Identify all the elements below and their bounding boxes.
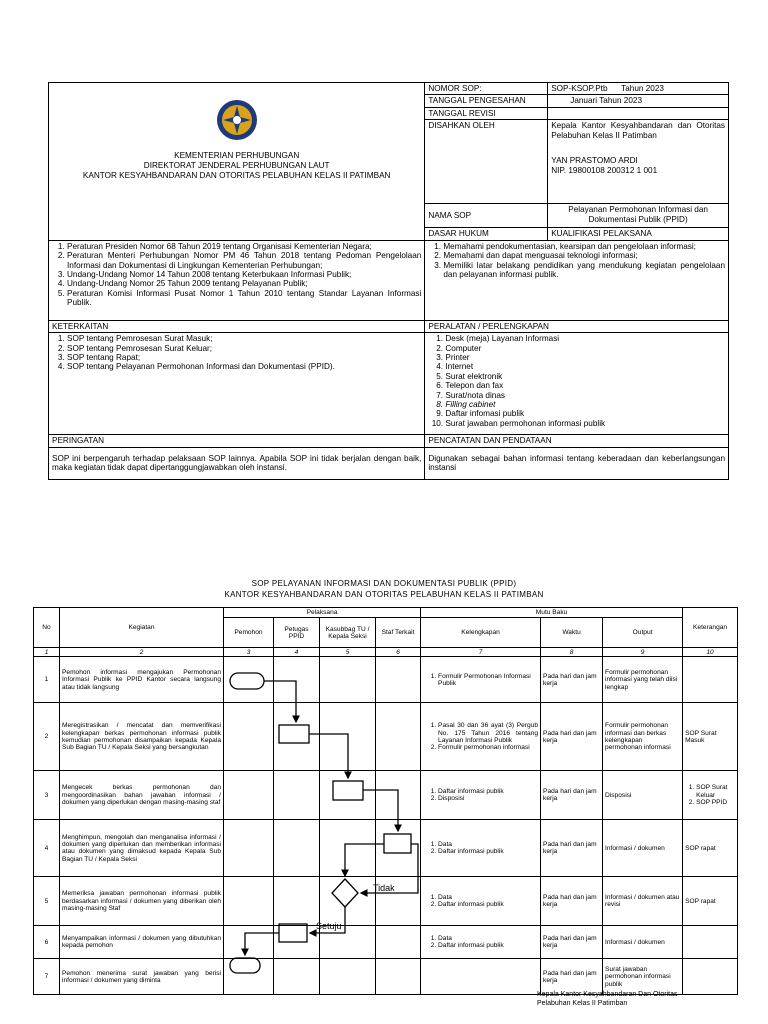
keterkaitan-label: KETERKAITAN: [49, 320, 425, 332]
agency-cell: [49, 83, 425, 241]
list-item: 10. Surat jawaban permohonan informasi publik: [445, 419, 725, 428]
setuju-label: Setuju: [316, 921, 342, 931]
list-item: 9. Daftar infomasi publik: [445, 409, 725, 418]
col-number: 8: [541, 648, 603, 657]
dasar-hukum-label: DASAR HUKUM: [425, 228, 548, 240]
col-number: 10: [683, 648, 738, 657]
sop-identity-table: [48, 82, 729, 480]
peringatan-text: SOP ini berpengaruh terhadap pelaksaan SOP lainnya. Apabila SOP ini tidak berjalan dengan baik, maka kegiatan tidak dapat dipertanggungjawabkan oleh instansi.: [49, 447, 425, 479]
col-number: 3: [224, 648, 274, 657]
revisi-label: TANGGAL REVISI: [425, 107, 548, 119]
col-mutu-baku: Mutu Baku: [421, 608, 683, 618]
list-item: 5. Surat elektronik: [445, 372, 725, 381]
col-output: Output: [603, 618, 683, 648]
col-number: 6: [376, 648, 421, 657]
disahkan-value: Kepala Kantor Kesyahbandaran dan Otoritas Pelabuhan Kelas II Patimban: [551, 121, 725, 140]
list-item: 4. Undang-Undang Nomor 25 Tahun 2009 tentang Pelayanan Publik;: [67, 279, 421, 288]
pengesahan-value: Januari Tahun 2023: [548, 95, 729, 107]
disahkan-label: DISAHKAN OLEH: [425, 120, 548, 204]
list-item: 3. Memiliki latar belakang pendidikan yang mendukung kegiatan pengelolaan dan pelayanan informasi publik.: [443, 261, 725, 280]
list-item: 1. Desk (meja) Layanan Informasi: [445, 334, 725, 343]
list-item: 1. Memahami pendokumentasian, kearsipan dan pengelolaan informasi;: [443, 242, 725, 251]
flow-table: [33, 607, 738, 995]
col-staf: Staf Terkait: [376, 618, 421, 648]
col-kegiatan: Kegiatan: [60, 608, 224, 648]
pencatatan-text: Digunakan sebagai bahan informasi tentang keberadaan dan keberlangsungan instansi: [425, 447, 729, 479]
nomor-label: NOMOR SOP:: [425, 83, 548, 95]
col-number: 9: [603, 648, 683, 657]
list-item: 3. Printer: [445, 353, 725, 362]
table-row: 6 Menyampaikan informasi / dokumen yang dibutuhkan kepada pemohon 1. Data 2. Daftar informasi publik Pada hari dan jam kerja Informasi / dokumen: [34, 926, 738, 959]
col-no: No: [34, 608, 60, 648]
list-item: 3. Undang-Undang Nomor 14 Tahun 2008 tentang Keterbukaan Informasi Publik;: [67, 270, 421, 279]
revisi-value: [548, 107, 729, 119]
list-item: 1. SOP tentang Pemrosesan Surat Masuk;: [67, 334, 421, 343]
list-item: 8. Filling cabinet: [445, 400, 725, 409]
ministry-logo: [214, 97, 260, 143]
dasar-hukum-list: [49, 240, 425, 320]
pengesahan-label: TANGGAL PENGESAHAN: [425, 95, 548, 107]
nama-label: NAMA SOP: [425, 204, 548, 228]
list-item: 4. SOP tentang Pelayanan Permohonan Informasi dan Dokumentasi (PPID).: [67, 362, 421, 371]
list-item: 4. Internet: [445, 362, 725, 371]
col-pelaksana: Pelaksana: [224, 608, 421, 618]
list-item: 3. SOP tentang Rapat;: [67, 353, 421, 362]
list-item: 2. SOP tentang Pemrosesan Surat Keluar;: [67, 344, 421, 353]
agency-line-2: DIREKTORAT JENDERAL PERHUBUNGAN LAUT: [143, 161, 330, 171]
list-item: 6. Telepon dan fax: [445, 381, 725, 390]
footer-line-1: Kepala Kantor Kesyahbandaran Dan Otoritas: [537, 991, 678, 998]
col-kasubbag: Kasubbag TU / Kepala Seksi: [320, 618, 376, 648]
disahkan-cell: [548, 120, 729, 204]
nama-value: Pelayanan Permohonan Informasi dan Dokumentasi Publik (PPID): [548, 204, 729, 228]
flow-title-1: SOP PELAYANAN INFORMASI DAN DOKUMENTASI PUBLIK (PPID): [251, 579, 517, 588]
table-row: 7 Pemohon menerima surat jawaban yang berisi informasi / dokumen yang diminta Pada hari dan jam kerja Surat jawaban permohonan informasi publik: [34, 959, 738, 995]
signature-block: [537, 990, 677, 1008]
col-number: 7: [421, 648, 541, 657]
peralatan-label: PERALATAN / PERLENGKAPAN: [425, 320, 729, 332]
list-item: 2. Memahami dan dapat menguasai teknologi informasi;: [443, 251, 725, 260]
col-number: 1: [34, 648, 60, 657]
table-row: 5 Memeriksa jawaban permohonan informasi publik berdasarkan informasi / dokumen yang diberikan oleh masing-masing Staf 1. Data 2. Daftar informasi publik Pada hari dan jam kerja Informasi / dokumen atau revisi SOP rapat: [34, 877, 738, 926]
agency-line-3: KANTOR KESYAHBANDARAN DAN OTORITAS PELABUHAN KELAS II PATIMBAN: [82, 171, 391, 181]
peralatan-list: [425, 333, 729, 435]
signer-name: YAN PRASTOMO ARDI: [551, 156, 638, 166]
table-row: 4 Menghimpun, mengolah dan menganalisa informasi / dokumen yang diperlukan dan memberikan informasi atau dokumen yang dimaksud kepada Kepala Sub Bagian TU / Kepala Seksi 1. Data 2. Daftar informasi publik Pada hari dan jam kerja Informasi / dokumen SOP rapat: [34, 820, 738, 877]
col-waktu: Waktu: [541, 618, 603, 648]
list-item: 7. Surat/nota dinas: [445, 391, 725, 400]
tidak-label: Tidak: [373, 883, 395, 893]
col-petugas: Petugas PPID: [274, 618, 320, 648]
col-keterangan: Keterangan: [683, 608, 738, 648]
table-row: 1 Pemohon informasi mengajukan Permohonan Informasi Publik ke PPID Kantor secara langsung atau tidak langsung 1. Formulir Permohonan Informasi Publik Pada hari dan jam kerja Formulir permohonan informasi yang telah diisi lengkap: [34, 657, 738, 703]
col-kelengkapan: Kelengkapan: [421, 618, 541, 648]
col-number: 5: [320, 648, 376, 657]
kualifikasi-label: KUALIFIKASI PELAKSANA: [548, 228, 729, 240]
agency-line-1: KEMENTERIAN PERHUBUNGAN: [174, 151, 300, 161]
kualifikasi-list: [425, 240, 729, 320]
nomor-value: SOP-KSOP.Ptb Tahun 2023: [548, 83, 729, 95]
col-number: 2: [60, 648, 224, 657]
list-item: 2. Computer: [445, 344, 725, 353]
col-pemohon: Pemohon: [224, 618, 274, 648]
signer-nip: NIP. 19800108 200312 1 001: [551, 165, 658, 175]
pencatatan-label: PENCATATAN DAN PENDATAAN: [425, 435, 729, 447]
keterkaitan-list: [49, 333, 425, 435]
list-item: 1. Peraturan Presiden Nomor 68 Tahun 2019 tentang Organisasi Kementerian Negara;: [67, 242, 421, 251]
table-row: 3 Mengecek berkas permohonan dan mengoordinasikan bahan jawaban informasi / dokumen yang diperlukan dengan masing-masing staf 1. Daftar informasi publik 2. Disposisi Pada hari dan jam kerja Disposisi 1. SOP Surat Keluar 2. SOP PPID: [34, 771, 738, 820]
flow-title-2: KANTOR KESYAHBANDARAN DAN OTORITAS PELABUHAN KELAS II PATIMBAN: [224, 590, 544, 599]
col-number: 4: [274, 648, 320, 657]
table-row: 2 Meregistrasikan / mencatat dan memverifikasi kelengkapan berkas permohonan informasi publik kemudian permohonan disampaikan kepada Kepala Sub Bagian TU / Kepala Seksi yang bersangkutan 1. Pasal 30 dan 36 ayat (3) Pergub No. 175 Tahun 2016 tentang Layanan Informasi Publik 2. Formulir permohonan informasi Pada hari dan jam kerja Formulir permohonan informasi dan berkas kelengkapan permohonan informasi SOP Surat Masuk: [34, 703, 738, 771]
peringatan-label: PERINGATAN: [49, 435, 425, 447]
list-item: 2. Peraturan Menteri Perhubungan Nomor PM 46 Tahun 2018 tentang Pedoman Pengelolaan Informasi dan Dokumentasi di Lingkungan Kementerian Perhubungan;: [67, 251, 421, 270]
footer-line-2: Pelabuhan Kelas II Patimban: [537, 1000, 628, 1008]
list-item: 5. Peraturan Komisi Informasi Pusat Nomor 1 Tahun 2010 tentang Standar Layanan Informasi Publik.: [67, 289, 421, 308]
